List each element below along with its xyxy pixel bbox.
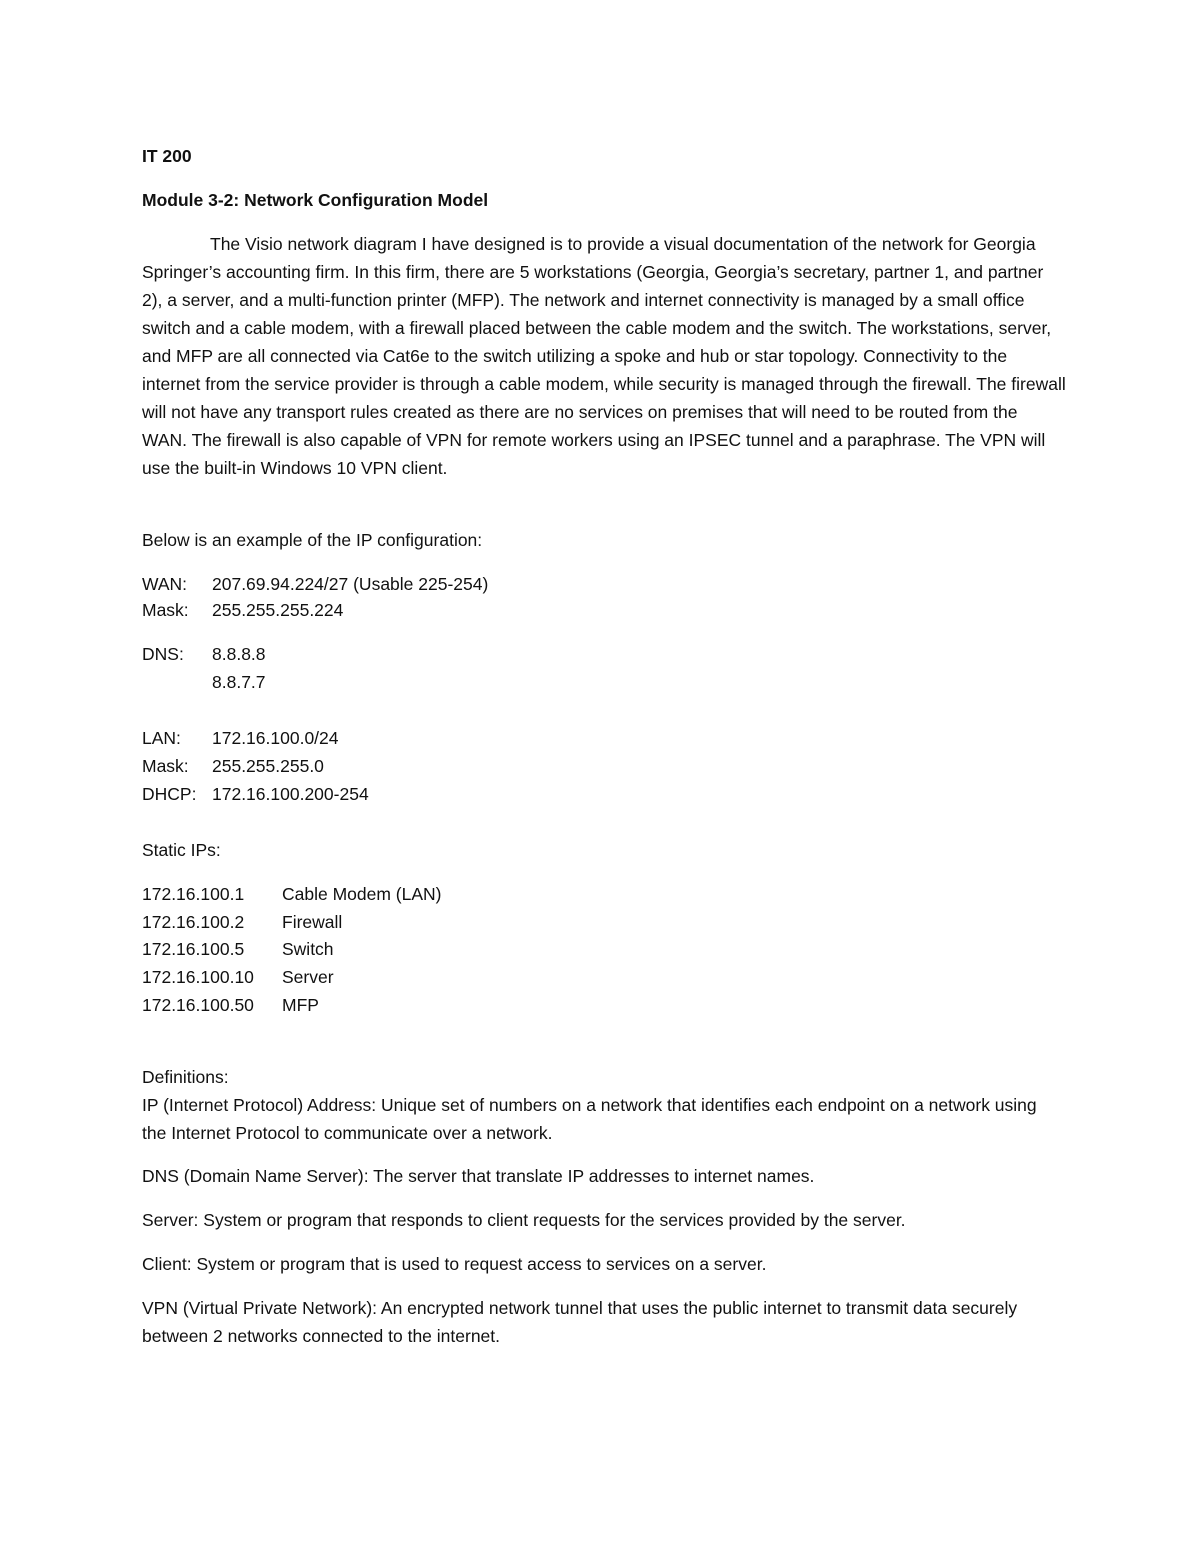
dhcp-value: 172.16.100.200-254	[212, 784, 369, 804]
course-code: IT 200	[142, 146, 192, 166]
static-ip-address: 172.16.100.10	[142, 967, 254, 987]
ip-config-intro: Below is an example of the IP configuration:	[142, 530, 483, 550]
static-ip-row	[142, 908, 342, 936]
wan-row	[142, 570, 488, 598]
wan-mask-label: Mask:	[142, 600, 189, 620]
static-ip-address: 172.16.100.5	[142, 939, 245, 959]
definitions-heading: Definitions:	[142, 1067, 229, 1087]
lan-mask-label: Mask:	[142, 756, 189, 776]
definition-dns: DNS (Domain Name Server): The server that translate IP addresses to internet names.	[142, 1166, 815, 1186]
static-ip-row	[142, 963, 334, 991]
static-ip-row	[142, 991, 319, 1019]
static-ip-device: MFP	[282, 995, 319, 1015]
dns-primary: 8.8.8.8	[212, 644, 266, 664]
static-ip-device: Server	[282, 967, 334, 987]
definition-ip: IP (Internet Protocol) Address: Unique set of numbers on a network that identifies each endpoint on a network using the Internet Protocol to communicate over a network.	[142, 1095, 1037, 1143]
dns-secondary: 8.8.7.7	[212, 672, 266, 692]
static-ip-device: Cable Modem (LAN)	[282, 884, 442, 904]
lan-row	[142, 724, 339, 752]
static-ip-device: Switch	[282, 939, 334, 959]
static-ip-device: Firewall	[282, 912, 343, 932]
dns-secondary-row	[142, 668, 266, 696]
static-ip-address: 172.16.100.1	[142, 884, 245, 904]
definition-client: Client: System or program that is used to request access to services on a server.	[142, 1254, 767, 1274]
dns-row	[142, 640, 266, 668]
document-title: Module 3-2: Network Configuration Model	[142, 190, 489, 210]
static-ips-heading: Static IPs:	[142, 840, 221, 860]
lan-label: LAN:	[142, 728, 181, 748]
lan-mask-row	[142, 752, 324, 780]
static-ip-row	[142, 880, 442, 908]
lan-mask-value: 255.255.255.0	[212, 756, 324, 776]
static-ip-address: 172.16.100.50	[142, 995, 254, 1015]
dhcp-label: DHCP:	[142, 784, 197, 804]
wan-label: WAN:	[142, 574, 188, 594]
wan-mask-value: 255.255.255.224	[212, 600, 344, 620]
dhcp-row	[142, 780, 369, 808]
definition-server: Server: System or program that responds to client requests for the services provided by the server.	[142, 1210, 906, 1230]
wan-mask-row	[142, 596, 343, 624]
intro-paragraph: The Visio network diagram I have designed is to provide a visual documentation of the network for Georgia Springer’s accounting firm. In this firm, there are 5 workstations (Georgia, Georgia’s secretary, partner 1, and partner 2), a server, and a multi-function printer (MFP). The network and internet connectivity is managed by a small office switch and a cable modem, with a firewall placed between the cable modem and the switch. The workstations, server, and MFP are all connected via Cat6e to the switch utilizing a spoke and hub or star topology. Connectivity to the internet from the service provider is through a cable modem, while security is managed through the firewall. The firewall will not have any transport rules created as there are no services on premises that will need to be routed from the WAN. The firewall is also capable of VPN for remote workers using an IPSEC tunnel and a paraphrase. The VPN will use the built-in Windows 10 VPN client.	[142, 234, 1066, 478]
dns-label: DNS:	[142, 644, 184, 664]
wan-value: 207.69.94.224/27 (Usable 225-254)	[212, 574, 489, 594]
lan-value: 172.16.100.0/24	[212, 728, 339, 748]
definition-vpn: VPN (Virtual Private Network): An encrypted network tunnel that uses the public internet to transmit data securely between 2 networks connected to the internet.	[142, 1298, 1018, 1346]
static-ip-row	[142, 935, 334, 963]
static-ip-address: 172.16.100.2	[142, 912, 245, 932]
